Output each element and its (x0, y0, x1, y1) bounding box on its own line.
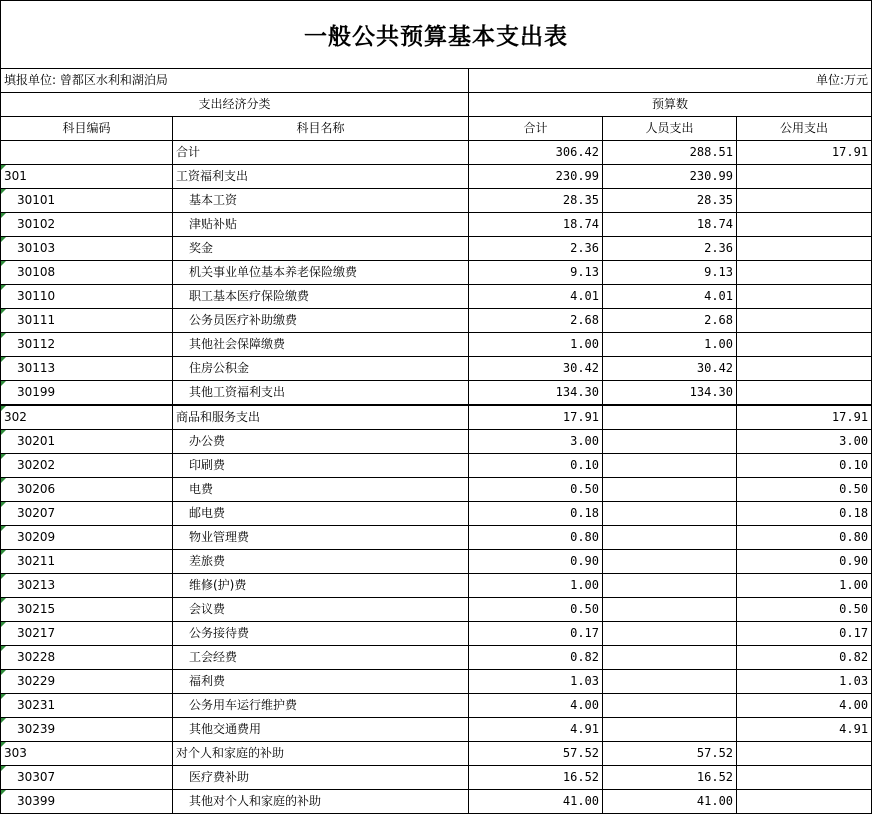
row-public-cell[interactable] (737, 237, 872, 261)
row-total-cell[interactable]: 28.35 (469, 189, 603, 213)
row-name-cell[interactable]: 机关事业单位基本养老保险缴费 (173, 261, 469, 285)
table-row (1, 165, 872, 189)
total-total-cell[interactable]: 306.42 (469, 141, 603, 165)
row-name-cell[interactable]: 住房公积金 (173, 357, 469, 381)
table-row (1, 550, 872, 574)
row-public-cell[interactable]: 0.50 (737, 478, 872, 502)
row-name-cell[interactable]: 其他对个人和家庭的补助 (173, 790, 469, 814)
total-row (1, 141, 872, 165)
currency-unit-cell[interactable]: 单位:万元 (469, 69, 872, 93)
header-code[interactable]: 科目编码 (1, 117, 173, 141)
row-public-cell[interactable]: 17.91 (737, 405, 872, 430)
row-personnel-cell[interactable] (603, 502, 737, 526)
header-total[interactable]: 合计 (469, 117, 603, 141)
row-total-cell[interactable]: 4.00 (469, 694, 603, 718)
total-public-cell[interactable]: 17.91 (737, 141, 872, 165)
group-header-row (1, 93, 872, 117)
row-total-cell[interactable]: 2.68 (469, 309, 603, 333)
table-row (1, 790, 872, 814)
row-personnel-cell[interactable]: 230.99 (603, 165, 737, 189)
row-personnel-cell[interactable]: 30.42 (603, 357, 737, 381)
table-row (1, 405, 872, 430)
row-name-cell[interactable]: 津贴补贴 (173, 213, 469, 237)
table-row (1, 333, 872, 357)
column-header-row (1, 117, 872, 141)
row-total-cell[interactable]: 0.50 (469, 598, 603, 622)
row-public-cell[interactable] (737, 742, 872, 766)
row-name-cell[interactable]: 奖金 (173, 237, 469, 261)
row-name-cell[interactable]: 商品和服务支出 (173, 405, 469, 430)
row-code-cell[interactable]: 30201 (1, 430, 173, 454)
row-name-cell[interactable]: 其他社会保障缴费 (173, 333, 469, 357)
row-personnel-cell[interactable] (603, 646, 737, 670)
table-row (1, 622, 872, 646)
header-name[interactable]: 科目名称 (173, 117, 469, 141)
row-code-cell[interactable]: 301 (1, 165, 173, 189)
table-row (1, 285, 872, 309)
header-budget-amount[interactable]: 预算数 (469, 93, 872, 117)
row-code-cell[interactable]: 30231 (1, 694, 173, 718)
row-code-cell[interactable]: 30112 (1, 333, 173, 357)
row-public-cell[interactable] (737, 165, 872, 189)
table-row (1, 766, 872, 790)
table-row (1, 694, 872, 718)
row-public-cell[interactable]: 4.91 (737, 718, 872, 742)
row-public-cell[interactable]: 4.00 (737, 694, 872, 718)
row-public-cell[interactable] (737, 333, 872, 357)
row-name-cell[interactable]: 其他工资福利支出 (173, 381, 469, 406)
row-public-cell[interactable]: 0.50 (737, 598, 872, 622)
filing-unit-cell[interactable]: 填报单位: 曾都区水利和湖泊局 (1, 69, 469, 93)
row-public-cell[interactable]: 0.90 (737, 550, 872, 574)
header-economic-classification[interactable]: 支出经济分类 (1, 93, 469, 117)
row-total-cell[interactable]: 18.74 (469, 213, 603, 237)
table-row (1, 430, 872, 454)
row-name-cell[interactable]: 维修(护)费 (173, 574, 469, 598)
row-personnel-cell[interactable] (603, 454, 737, 478)
row-total-cell[interactable]: 0.90 (469, 550, 603, 574)
row-code-cell[interactable]: 30101 (1, 189, 173, 213)
row-total-cell[interactable]: 30.42 (469, 357, 603, 381)
row-public-cell[interactable] (737, 309, 872, 333)
total-code-cell[interactable] (1, 141, 173, 165)
table-row (1, 213, 872, 237)
row-code-cell[interactable]: 30207 (1, 502, 173, 526)
table-row (1, 189, 872, 213)
total-personnel-cell[interactable]: 288.51 (603, 141, 737, 165)
row-public-cell[interactable]: 0.10 (737, 454, 872, 478)
row-total-cell[interactable]: 1.00 (469, 333, 603, 357)
row-personnel-cell[interactable] (603, 598, 737, 622)
row-personnel-cell[interactable]: 1.00 (603, 333, 737, 357)
row-personnel-cell[interactable] (603, 574, 737, 598)
row-name-cell[interactable]: 基本工资 (173, 189, 469, 213)
row-code-cell[interactable]: 30199 (1, 381, 173, 406)
row-code-cell[interactable]: 30102 (1, 213, 173, 237)
row-name-cell[interactable]: 医疗费补助 (173, 766, 469, 790)
header-personnel[interactable]: 人员支出 (603, 117, 737, 141)
row-personnel-cell[interactable]: 57.52 (603, 742, 737, 766)
table-row (1, 670, 872, 694)
row-personnel-cell[interactable]: 4.01 (603, 285, 737, 309)
table-row (1, 237, 872, 261)
row-total-cell[interactable]: 17.91 (469, 405, 603, 430)
row-name-cell[interactable]: 邮电费 (173, 502, 469, 526)
row-name-cell[interactable]: 印刷费 (173, 454, 469, 478)
row-personnel-cell[interactable] (603, 622, 737, 646)
row-public-cell[interactable]: 1.03 (737, 670, 872, 694)
row-public-cell[interactable]: 0.80 (737, 526, 872, 550)
row-public-cell[interactable] (737, 261, 872, 285)
row-code-cell[interactable]: 30108 (1, 261, 173, 285)
row-total-cell[interactable]: 1.03 (469, 670, 603, 694)
row-public-cell[interactable] (737, 357, 872, 381)
row-total-cell[interactable]: 4.01 (469, 285, 603, 309)
row-total-cell[interactable]: 41.00 (469, 790, 603, 814)
row-total-cell[interactable]: 0.80 (469, 526, 603, 550)
row-personnel-cell[interactable]: 2.36 (603, 237, 737, 261)
row-name-cell[interactable]: 差旅费 (173, 550, 469, 574)
table-row (1, 598, 872, 622)
row-name-cell[interactable]: 公务接待费 (173, 622, 469, 646)
total-name-cell[interactable]: 合计 (173, 141, 469, 165)
row-public-cell[interactable]: 0.82 (737, 646, 872, 670)
row-public-cell[interactable]: 0.17 (737, 622, 872, 646)
row-public-cell[interactable] (737, 285, 872, 309)
table-row (1, 574, 872, 598)
row-name-cell[interactable]: 对个人和家庭的补助 (173, 742, 469, 766)
row-code-cell[interactable]: 30202 (1, 454, 173, 478)
row-personnel-cell[interactable] (603, 478, 737, 502)
row-total-cell[interactable]: 230.99 (469, 165, 603, 189)
table-row (1, 261, 872, 285)
row-total-cell[interactable]: 3.00 (469, 430, 603, 454)
row-public-cell[interactable]: 0.18 (737, 502, 872, 526)
row-personnel-cell[interactable]: 16.52 (603, 766, 737, 790)
row-name-cell[interactable]: 电费 (173, 478, 469, 502)
row-personnel-cell[interactable] (603, 550, 737, 574)
row-total-cell[interactable]: 9.13 (469, 261, 603, 285)
row-public-cell[interactable] (737, 790, 872, 814)
row-name-cell[interactable]: 物业管理费 (173, 526, 469, 550)
row-name-cell[interactable]: 公务员医疗补助缴费 (173, 309, 469, 333)
row-name-cell[interactable]: 职工基本医疗保险缴费 (173, 285, 469, 309)
row-total-cell[interactable]: 0.82 (469, 646, 603, 670)
row-code-cell[interactable]: 30239 (1, 718, 173, 742)
row-total-cell[interactable]: 0.17 (469, 622, 603, 646)
table-row (1, 309, 872, 333)
row-code-cell[interactable]: 30103 (1, 237, 173, 261)
row-personnel-cell[interactable]: 41.00 (603, 790, 737, 814)
table-row (1, 478, 872, 502)
row-personnel-cell[interactable]: 28.35 (603, 189, 737, 213)
table-row (1, 646, 872, 670)
row-total-cell[interactable]: 0.50 (469, 478, 603, 502)
row-name-cell[interactable]: 工资福利支出 (173, 165, 469, 189)
row-personnel-cell[interactable]: 134.30 (603, 381, 737, 406)
row-code-cell[interactable]: 30113 (1, 357, 173, 381)
row-total-cell[interactable]: 16.52 (469, 766, 603, 790)
row-name-cell[interactable]: 办公费 (173, 430, 469, 454)
row-personnel-cell[interactable]: 9.13 (603, 261, 737, 285)
table-row (1, 381, 872, 406)
row-name-cell[interactable]: 工会经费 (173, 646, 469, 670)
row-name-cell[interactable]: 会议费 (173, 598, 469, 622)
row-code-cell[interactable]: 30211 (1, 550, 173, 574)
header-public[interactable]: 公用支出 (737, 117, 872, 141)
row-personnel-cell[interactable] (603, 718, 737, 742)
row-code-cell[interactable]: 302 (1, 405, 173, 430)
row-code-cell[interactable]: 30206 (1, 478, 173, 502)
table-row (1, 718, 872, 742)
row-public-cell[interactable] (737, 381, 872, 406)
row-personnel-cell[interactable] (603, 405, 737, 430)
row-code-cell[interactable]: 30111 (1, 309, 173, 333)
row-name-cell[interactable]: 福利费 (173, 670, 469, 694)
row-name-cell[interactable]: 公务用车运行维护费 (173, 694, 469, 718)
row-code-cell[interactable]: 30215 (1, 598, 173, 622)
row-total-cell[interactable]: 0.18 (469, 502, 603, 526)
row-total-cell[interactable]: 4.91 (469, 718, 603, 742)
row-public-cell[interactable]: 3.00 (737, 430, 872, 454)
budget-table (0, 68, 872, 814)
row-personnel-cell[interactable]: 2.68 (603, 309, 737, 333)
row-code-cell[interactable]: 30399 (1, 790, 173, 814)
row-personnel-cell[interactable] (603, 430, 737, 454)
row-code-cell[interactable]: 30229 (1, 670, 173, 694)
row-public-cell[interactable] (737, 766, 872, 790)
row-total-cell[interactable]: 2.36 (469, 237, 603, 261)
row-code-cell[interactable]: 30213 (1, 574, 173, 598)
row-code-cell[interactable]: 30228 (1, 646, 173, 670)
row-code-cell[interactable]: 30209 (1, 526, 173, 550)
table-row (1, 526, 872, 550)
row-code-cell[interactable]: 30307 (1, 766, 173, 790)
table-row (1, 357, 872, 381)
info-row (1, 69, 872, 93)
row-personnel-cell[interactable] (603, 526, 737, 550)
row-personnel-cell[interactable]: 18.74 (603, 213, 737, 237)
row-code-cell[interactable]: 30110 (1, 285, 173, 309)
table-row (1, 742, 872, 766)
row-total-cell[interactable]: 57.52 (469, 742, 603, 766)
table-row (1, 454, 872, 478)
table-row (1, 502, 872, 526)
row-code-cell[interactable]: 303 (1, 742, 173, 766)
row-public-cell[interactable] (737, 213, 872, 237)
row-total-cell[interactable]: 134.30 (469, 381, 603, 406)
row-total-cell[interactable]: 0.10 (469, 454, 603, 478)
row-public-cell[interactable] (737, 189, 872, 213)
row-personnel-cell[interactable] (603, 670, 737, 694)
row-total-cell[interactable]: 1.00 (469, 574, 603, 598)
row-name-cell[interactable]: 其他交通费用 (173, 718, 469, 742)
row-personnel-cell[interactable] (603, 694, 737, 718)
row-public-cell[interactable]: 1.00 (737, 574, 872, 598)
row-code-cell[interactable]: 30217 (1, 622, 173, 646)
page-title: 一般公共预算基本支出表 (0, 0, 872, 68)
